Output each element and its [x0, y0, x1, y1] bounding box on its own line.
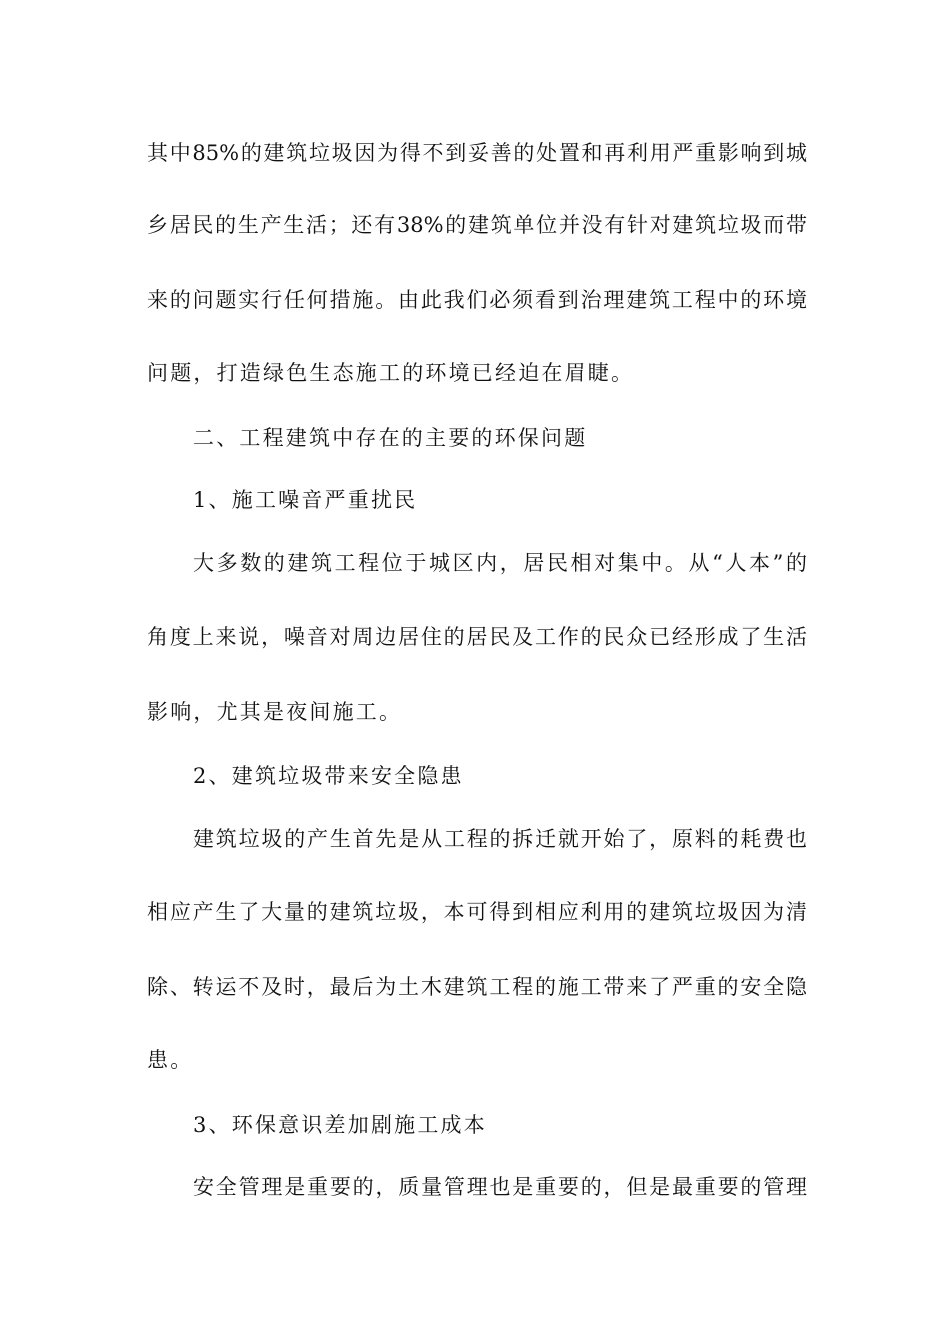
body-text-line: 安全管理是重要的，质量管理也是重要的，但是最重要的管理 — [193, 1175, 807, 1199]
body-text-line: 其中85%的建筑垃圾因为得不到妥善的处置和再利用严重影响到城 — [147, 141, 807, 165]
body-text-line: 建筑垃圾的产生首先是从工程的拆迁就开始了，原料的耗费也 — [193, 827, 807, 851]
body-text-line: 问题，打造绿色生态施工的环境已经迫在眉睫。 — [147, 361, 635, 385]
subsection-heading: 1、施工噪音严重扰民 — [193, 488, 418, 512]
subsection-heading: 2、建筑垃圾带来安全隐患 — [193, 764, 464, 788]
body-text-line: 除、转运不及时，最后为土木建筑工程的施工带来了严重的安全隐 — [147, 975, 807, 999]
section-heading: 二、工程建筑中存在的主要的环保问题 — [193, 426, 588, 450]
body-text-line: 相应产生了大量的建筑垃圾，本可得到相应利用的建筑垃圾因为清 — [147, 900, 807, 924]
body-text-line: 患。 — [147, 1048, 194, 1072]
body-text-line: 来的问题实行任何措施。由此我们必须看到治理建筑工程中的环境 — [147, 288, 807, 312]
body-text-line: 角度上来说，噪音对周边居住的居民及工作的民众已经形成了生活 — [147, 625, 807, 649]
subsection-heading: 3、环保意识差加剧施工成本 — [193, 1113, 487, 1137]
body-text-line: 大多数的建筑工程位于城区内，居民相对集中。从“人本”的 — [193, 551, 807, 575]
body-text-line: 影响，尤其是夜间施工。 — [147, 700, 403, 724]
body-text-line: 乡居民的生产生活；还有38%的建筑单位并没有针对建筑垃圾而带 — [147, 213, 807, 237]
